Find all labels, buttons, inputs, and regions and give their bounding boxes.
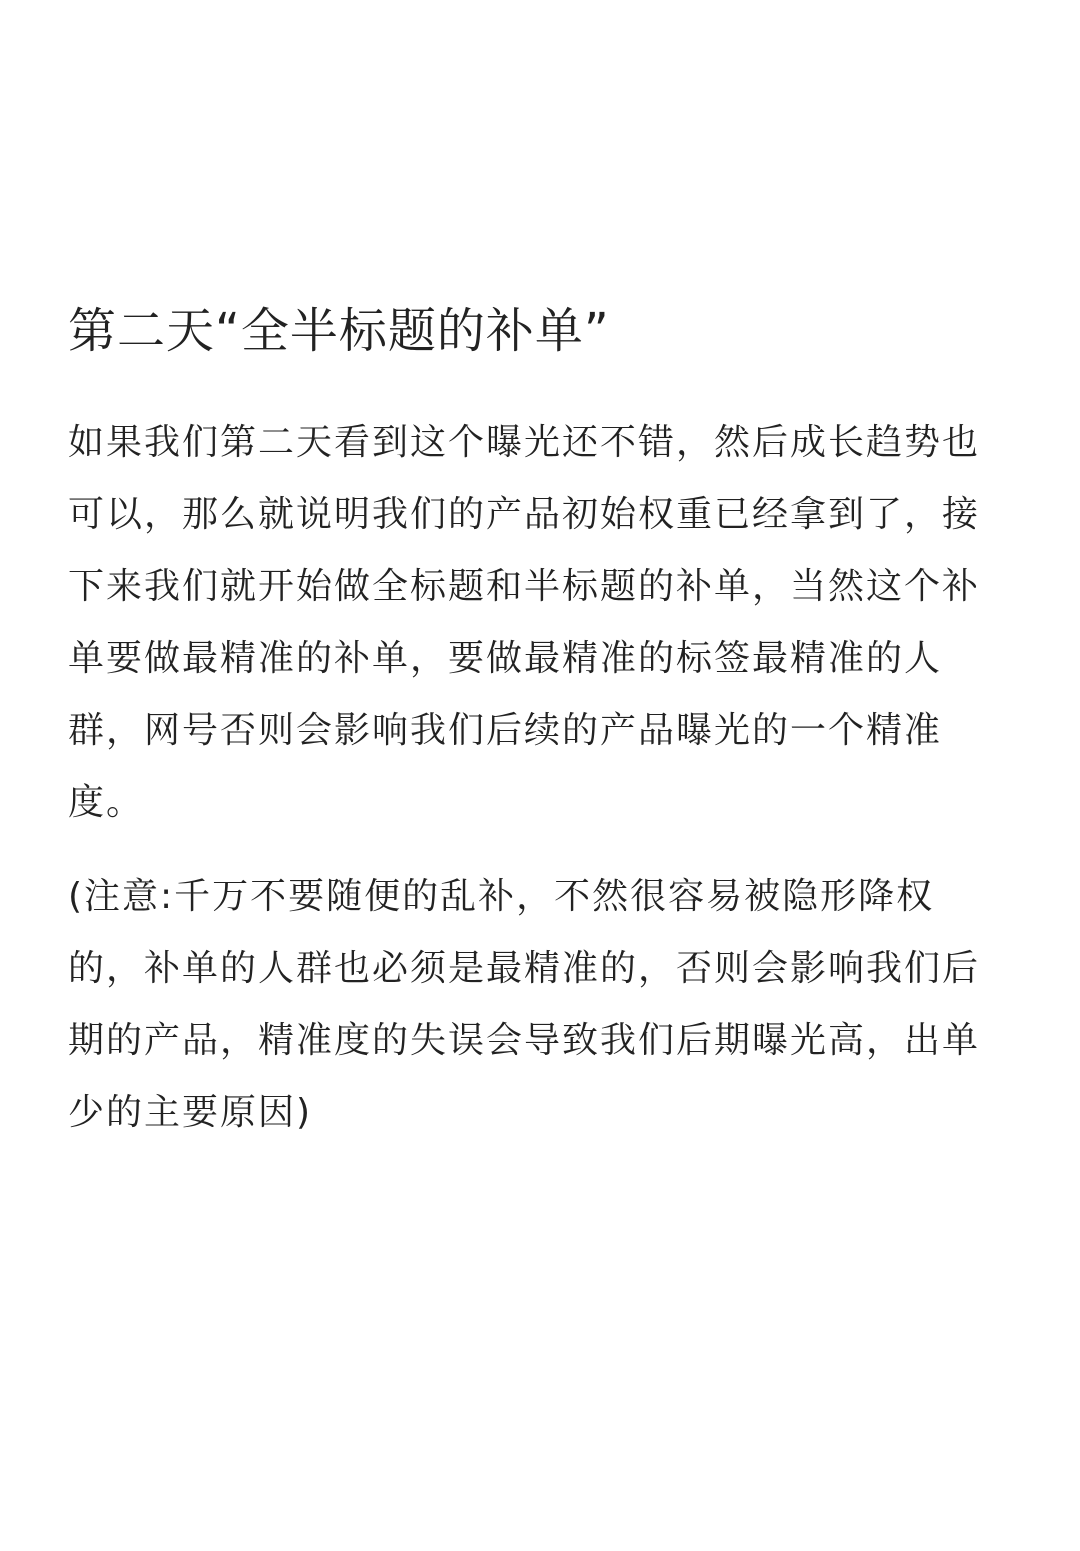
- page-title: 第二天“全半标题的补单”: [68, 303, 610, 359]
- paragraph-main: 如果我们第二天看到这个曝光还不错，然后成长趋势也可以，那么就说明我们的产品初始权重已经拿到了，接下来我们就开始做全标题和半标题的补单，当然这个补单要做最精准的补单，要做最精准的标签最精准的人群，网号否则会影响我们后续的产品曝光的一个精准度。: [68, 422, 981, 823]
- paragraph-note: (注意:千万不要随便的乱补，不然很容易被隐形降权的，补单的人群也必须是最精准的，否则会影响我们后期的产品，精准度的失误会导致我们后期曝光高，出单少的主要原因): [68, 876, 981, 1133]
- document-body: [68, 295, 1008, 1149]
